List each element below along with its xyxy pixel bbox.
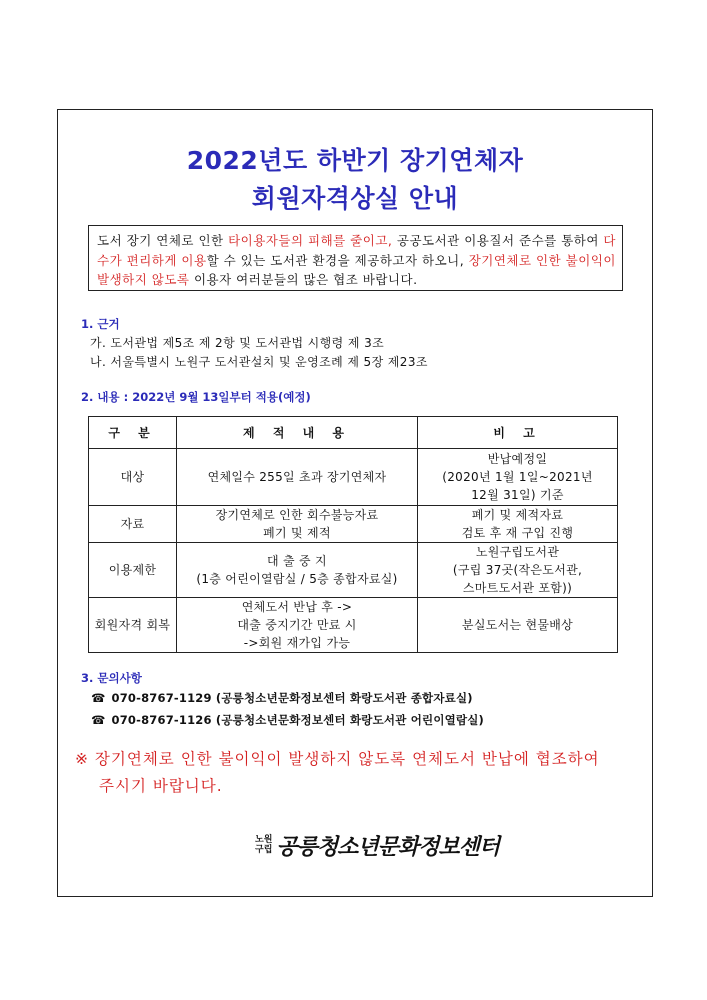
row-note <box>418 449 618 506</box>
contact-line <box>91 712 484 728</box>
logo-name: 공릉청소년문화정보센터 <box>276 833 500 860</box>
row-content <box>177 543 418 598</box>
row-content <box>177 449 418 506</box>
policy-table <box>88 416 618 653</box>
row-category: 자료 <box>89 506 177 543</box>
notice-highlight-2: 다수가 편리하게 이용 <box>97 233 616 268</box>
center-logo <box>255 828 499 862</box>
table-row <box>89 543 618 598</box>
logo-district-label <box>255 835 272 855</box>
notice-text-1: 도서 장기 연체로 인한 <box>97 233 229 248</box>
phone-icon: ☎ <box>91 713 106 727</box>
content-line: 대출 중지기간 만료 시 <box>237 618 357 632</box>
content-line: 연체도서 반납 후 -> <box>241 600 353 614</box>
content-line: 장기연체로 인한 회수불능자료 <box>215 508 379 522</box>
closing-line2: 주시기 바랍니다. <box>99 777 223 795</box>
table-row <box>89 598 618 653</box>
row-content <box>177 598 418 653</box>
phone-icon: ☎ <box>91 691 106 705</box>
notice-text-2: 공공도서관 이용질서 준수를 통하여 <box>392 233 604 248</box>
content-line: 대 출 중 지 <box>267 554 327 568</box>
row-note <box>418 506 618 543</box>
basis-item: 가. 도서관법 제5조 제 2항 및 도서관법 시행령 제 3조 <box>90 336 385 350</box>
notice-box <box>88 225 623 291</box>
table-header: 비 고 <box>418 417 618 449</box>
note-line: 반납예정일 <box>487 452 548 466</box>
note-line: 12월 31일) 기준 <box>471 488 564 502</box>
table-row <box>89 506 618 543</box>
row-note <box>418 543 618 598</box>
contact-text: 070-8767-1129 (공릉청소년문화정보센터 화랑도서관 종합자료실) <box>111 691 473 705</box>
contact-text: 070-8767-1126 (공릉청소년문화정보센터 화랑도서관 어린이열람실) <box>111 713 485 727</box>
page-title-line1: 2022년도 하반기 장기연체자 <box>186 146 524 175</box>
contact-line <box>91 690 473 706</box>
section-inquiry-heading: 3. 문의사항 <box>81 671 142 685</box>
notice-highlight-1: 타이용자들의 피해를 줄이고, <box>228 233 393 248</box>
page-title-line2: 회원자격상실 안내 <box>251 184 459 213</box>
closing-notice <box>75 746 635 800</box>
section-basis-heading: 1. 근거 <box>81 317 120 331</box>
note-line: 노원구립도서관 <box>475 545 560 559</box>
row-content <box>177 506 418 543</box>
notice-text-3: 할 수 있는 도서관 환경을 제공하고자 하오니, <box>206 252 469 268</box>
note-line: 스마트도서관 포함)) <box>462 581 573 595</box>
content-line: ->회원 재가입 가능 <box>243 636 351 650</box>
note-line: (구립 37곳(작은도서관, <box>452 563 583 577</box>
table-header: 구 분 <box>89 417 177 449</box>
note-line: 폐기 및 제적자료 <box>471 508 564 522</box>
logo-small-bottom: 구립 <box>255 845 273 855</box>
notice-highlight-3: 장기연체로 인한 불이익이 발생하지 않도록 <box>97 252 616 287</box>
content-line: 연체일수 255일 초과 장기연체자 <box>207 470 387 484</box>
row-note <box>418 598 618 653</box>
content-line: 폐기 및 제적 <box>263 526 331 540</box>
row-category: 회원자격 회복 <box>89 598 177 653</box>
logo-small-top: 노원 <box>255 835 273 845</box>
row-category: 대상 <box>89 449 177 506</box>
table-header-row <box>89 417 618 449</box>
row-category: 이용제한 <box>89 543 177 598</box>
note-line: 검토 후 재 구입 진행 <box>461 526 574 540</box>
note-line: (2020년 1월 1일~2021년 <box>442 470 593 484</box>
basis-item: 나. 서울특별시 노원구 도서관설치 및 운영조례 제 5장 제23조 <box>90 355 428 369</box>
table-header: 제 적 내 용 <box>177 417 418 449</box>
content-line: (1층 어린이열람실 / 5층 종합자료실) <box>196 572 398 586</box>
table-row <box>89 449 618 506</box>
note-line: 분실도서는 현물배상 <box>461 618 574 632</box>
closing-line1: ※ 장기연체로 인한 불이익이 발생하지 않도록 연체도서 반납에 협조하여 <box>75 750 600 768</box>
notice-text-4: 이용자 여러분들의 많은 협조 바랍니다. <box>189 272 418 287</box>
section-content-heading: 2. 내용 : 2022년 9월 13일부터 적용(예정) <box>81 390 311 404</box>
